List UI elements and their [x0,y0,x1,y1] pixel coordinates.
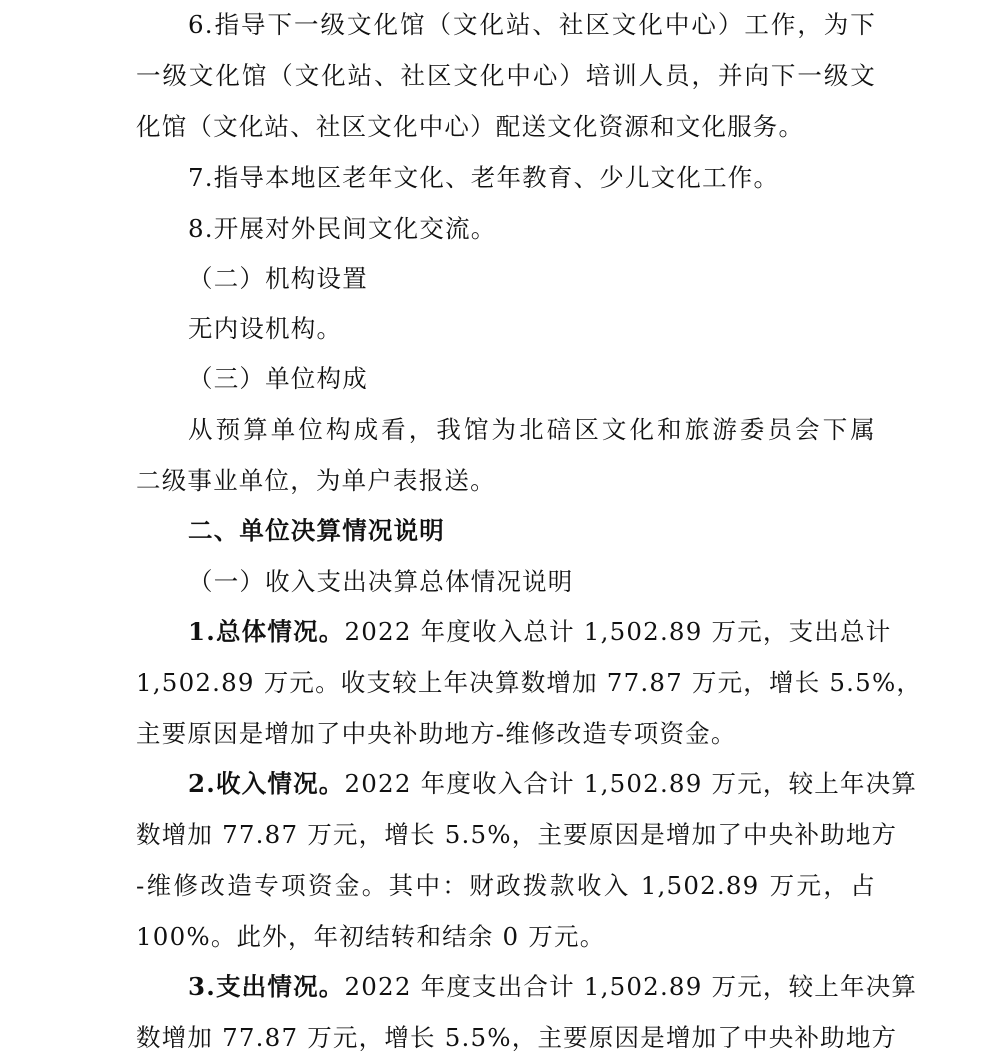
inline-text: 2022 年度支出合计 1,502.89 万元，较上年决算 [344,972,918,1001]
paragraph-line: -维修改造专项资金。其中：财政拨款收入 1,502.89 万元，占 [136,871,876,900]
section-heading: 二、单位决算情况说明 [188,516,445,545]
inline-bold-label: 2.收入情况。 [188,769,345,798]
paragraph-line [188,767,918,801]
paragraph-line: 化馆（文化站、社区文化中心）配送文化资源和文化服务。 [136,112,805,141]
section-subheading: （三）单位构成 [188,364,368,393]
paragraph-line [188,615,892,649]
paragraph-line: 6.指导下一级文化馆（文化站、社区文化中心）工作，为下 [188,10,876,39]
paragraph-line: 7.指导本地区老年文化、老年教育、少儿文化工作。 [188,163,780,192]
inline-bold-label: 1.总体情况。 [188,617,345,646]
section-subheading: （一）收入支出决算总体情况说明 [188,567,574,596]
paragraph-line: 二级事业单位，为单户表报送。 [136,466,496,495]
paragraph-line: 100%。此外，年初结转和结余 0 万元。 [136,922,606,951]
paragraph-line: 一级文化馆（文化站、社区文化中心）培训人员，并向下一级文 [136,61,876,90]
inline-text: 2022 年度收入合计 1,502.89 万元，较上年决算 [344,769,918,798]
paragraph-line: 从预算单位构成看，我馆为北碚区文化和旅游委员会下属 [188,415,876,444]
paragraph-line: 数增加 77.87 万元，增长 5.5%，主要原因是增加了中央补助地方 [136,1023,898,1052]
paragraph-line: 主要原因是增加了中央补助地方-维修改造专项资金。 [136,719,737,748]
paragraph-line [188,970,918,1004]
inline-bold-label: 3.支出情况。 [188,972,345,1001]
paragraph-line: 无内设机构。 [188,314,343,343]
section-subheading: （二）机构设置 [188,264,368,293]
paragraph-line: 数增加 77.87 万元，增长 5.5%，主要原因是增加了中央补助地方 [136,820,898,849]
inline-text: 2022 年度收入总计 1,502.89 万元，支出总计 [344,617,892,646]
paragraph-line: 8.开展对外民间文化交流。 [188,214,497,243]
paragraph-line: 1,502.89 万元。收支较上年决算数增加 77.87 万元，增长 5.5%， [136,668,923,697]
